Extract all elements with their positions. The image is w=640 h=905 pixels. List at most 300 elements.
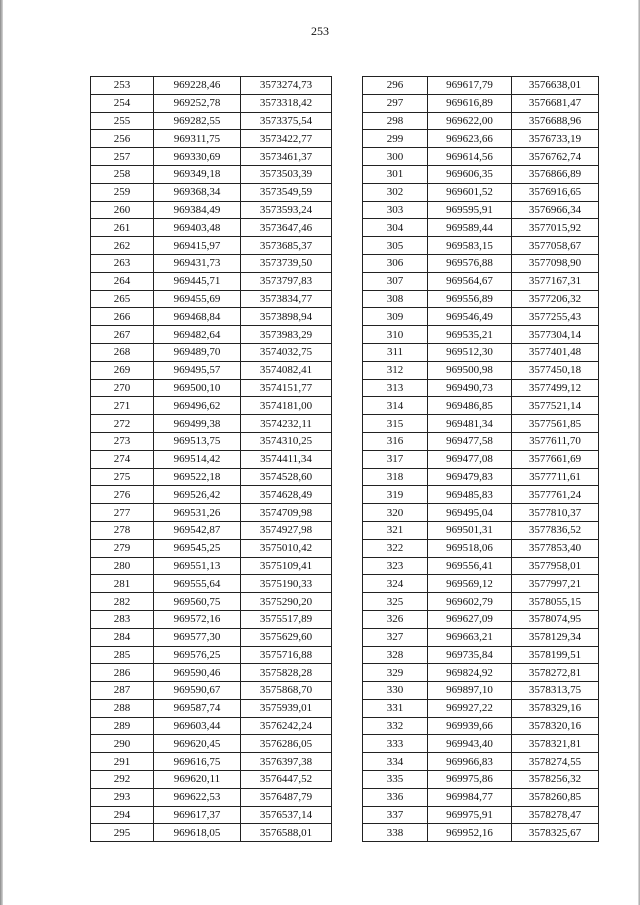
y-coordinate-cell: 3576966,34 bbox=[512, 201, 599, 219]
x-coordinate-cell: 969228,46 bbox=[154, 77, 241, 95]
y-coordinate-cell: 3576286,05 bbox=[241, 735, 332, 753]
x-coordinate-cell: 969577,30 bbox=[154, 628, 241, 646]
table-row bbox=[363, 788, 599, 806]
y-coordinate-cell: 3576242,24 bbox=[241, 717, 332, 735]
point-number-cell: 332 bbox=[363, 717, 428, 735]
table-row bbox=[363, 165, 599, 183]
x-coordinate-cell: 969513,75 bbox=[154, 432, 241, 450]
table-row bbox=[91, 682, 332, 700]
point-number-cell: 287 bbox=[91, 682, 154, 700]
table-row bbox=[363, 77, 599, 95]
table-row bbox=[91, 628, 332, 646]
x-coordinate-cell: 969966,83 bbox=[428, 753, 512, 771]
table-row bbox=[363, 219, 599, 237]
x-coordinate-cell: 969564,67 bbox=[428, 272, 512, 290]
y-coordinate-cell: 3577853,40 bbox=[512, 539, 599, 557]
y-coordinate-cell: 3575517,89 bbox=[241, 610, 332, 628]
point-number-cell: 320 bbox=[363, 504, 428, 522]
table-row bbox=[363, 717, 599, 735]
x-coordinate-cell: 969526,42 bbox=[154, 486, 241, 504]
table-row bbox=[363, 593, 599, 611]
y-coordinate-cell: 3576588,01 bbox=[241, 824, 332, 842]
table-row bbox=[363, 468, 599, 486]
table-row bbox=[91, 664, 332, 682]
y-coordinate-cell: 3573461,37 bbox=[241, 148, 332, 166]
x-coordinate-cell: 969616,89 bbox=[428, 94, 512, 112]
y-coordinate-cell: 3576537,14 bbox=[241, 806, 332, 824]
point-number-cell: 281 bbox=[91, 575, 154, 593]
point-number-cell: 327 bbox=[363, 628, 428, 646]
x-coordinate-cell: 969445,71 bbox=[154, 272, 241, 290]
point-number-cell: 306 bbox=[363, 254, 428, 272]
x-coordinate-cell: 969481,34 bbox=[428, 415, 512, 433]
point-number-cell: 330 bbox=[363, 682, 428, 700]
y-coordinate-cell: 3573549,59 bbox=[241, 183, 332, 201]
table-row bbox=[91, 415, 332, 433]
point-number-cell: 299 bbox=[363, 130, 428, 148]
table-row bbox=[363, 824, 599, 842]
x-coordinate-cell: 969602,79 bbox=[428, 593, 512, 611]
y-coordinate-cell: 3576638,01 bbox=[512, 77, 599, 95]
y-coordinate-cell: 3574082,41 bbox=[241, 361, 332, 379]
point-number-cell: 282 bbox=[91, 593, 154, 611]
point-number-cell: 333 bbox=[363, 735, 428, 753]
x-coordinate-cell: 969499,38 bbox=[154, 415, 241, 433]
x-coordinate-cell: 969943,40 bbox=[428, 735, 512, 753]
point-number-cell: 274 bbox=[91, 450, 154, 468]
point-number-cell: 266 bbox=[91, 308, 154, 326]
table-row bbox=[91, 593, 332, 611]
y-coordinate-cell: 3574181,00 bbox=[241, 397, 332, 415]
x-coordinate-cell: 969576,88 bbox=[428, 254, 512, 272]
x-coordinate-cell: 969824,92 bbox=[428, 664, 512, 682]
point-number-cell: 284 bbox=[91, 628, 154, 646]
y-coordinate-cell: 3577058,67 bbox=[512, 237, 599, 255]
y-coordinate-cell: 3575290,20 bbox=[241, 593, 332, 611]
point-number-cell: 278 bbox=[91, 521, 154, 539]
point-number-cell: 264 bbox=[91, 272, 154, 290]
point-number-cell: 286 bbox=[91, 664, 154, 682]
y-coordinate-cell: 3577958,01 bbox=[512, 557, 599, 575]
table-row bbox=[91, 468, 332, 486]
point-number-cell: 263 bbox=[91, 254, 154, 272]
table-row bbox=[363, 237, 599, 255]
y-coordinate-cell: 3575828,28 bbox=[241, 664, 332, 682]
x-coordinate-cell: 969514,42 bbox=[154, 450, 241, 468]
point-number-cell: 275 bbox=[91, 468, 154, 486]
table-row bbox=[363, 290, 599, 308]
table-row bbox=[363, 379, 599, 397]
table-row bbox=[91, 254, 332, 272]
table-row bbox=[363, 575, 599, 593]
table-row bbox=[363, 415, 599, 433]
table-row bbox=[91, 539, 332, 557]
table-row bbox=[363, 130, 599, 148]
point-number-cell: 303 bbox=[363, 201, 428, 219]
point-number-cell: 267 bbox=[91, 326, 154, 344]
y-coordinate-cell: 3577167,31 bbox=[512, 272, 599, 290]
y-coordinate-cell: 3575109,41 bbox=[241, 557, 332, 575]
x-coordinate-cell: 969535,21 bbox=[428, 326, 512, 344]
point-number-cell: 329 bbox=[363, 664, 428, 682]
y-coordinate-cell: 3577711,61 bbox=[512, 468, 599, 486]
x-coordinate-cell: 969606,35 bbox=[428, 165, 512, 183]
point-number-cell: 331 bbox=[363, 699, 428, 717]
point-number-cell: 270 bbox=[91, 379, 154, 397]
x-coordinate-cell: 969627,09 bbox=[428, 610, 512, 628]
y-coordinate-cell: 3577098,90 bbox=[512, 254, 599, 272]
y-coordinate-cell: 3578256,32 bbox=[512, 771, 599, 789]
table-row bbox=[91, 771, 332, 789]
y-coordinate-cell: 3573503,39 bbox=[241, 165, 332, 183]
y-coordinate-cell: 3573647,46 bbox=[241, 219, 332, 237]
table-row bbox=[363, 682, 599, 700]
x-coordinate-cell: 969590,67 bbox=[154, 682, 241, 700]
table-row bbox=[91, 148, 332, 166]
y-coordinate-cell: 3577997,21 bbox=[512, 575, 599, 593]
point-number-cell: 294 bbox=[91, 806, 154, 824]
x-coordinate-cell: 969556,89 bbox=[428, 290, 512, 308]
x-coordinate-cell: 969485,83 bbox=[428, 486, 512, 504]
point-number-cell: 313 bbox=[363, 379, 428, 397]
y-coordinate-cell: 3575190,33 bbox=[241, 575, 332, 593]
table-row bbox=[91, 450, 332, 468]
y-coordinate-cell: 3575716,88 bbox=[241, 646, 332, 664]
table-row bbox=[363, 94, 599, 112]
point-number-cell: 285 bbox=[91, 646, 154, 664]
table-row bbox=[363, 486, 599, 504]
x-coordinate-cell: 969927,22 bbox=[428, 699, 512, 717]
table-row bbox=[363, 735, 599, 753]
point-number-cell: 319 bbox=[363, 486, 428, 504]
x-coordinate-cell: 969479,83 bbox=[428, 468, 512, 486]
point-number-cell: 295 bbox=[91, 824, 154, 842]
point-number-cell: 296 bbox=[363, 77, 428, 95]
y-coordinate-cell: 3577836,52 bbox=[512, 521, 599, 539]
table-row bbox=[91, 219, 332, 237]
table-row bbox=[91, 130, 332, 148]
x-coordinate-cell: 969477,08 bbox=[428, 450, 512, 468]
y-coordinate-cell: 3574151,77 bbox=[241, 379, 332, 397]
y-coordinate-cell: 3574232,11 bbox=[241, 415, 332, 433]
y-coordinate-cell: 3573274,73 bbox=[241, 77, 332, 95]
x-coordinate-cell: 969522,18 bbox=[154, 468, 241, 486]
table-row bbox=[91, 432, 332, 450]
table-row bbox=[363, 699, 599, 717]
point-number-cell: 334 bbox=[363, 753, 428, 771]
point-number-cell: 259 bbox=[91, 183, 154, 201]
table-row bbox=[91, 575, 332, 593]
x-coordinate-cell: 969663,21 bbox=[428, 628, 512, 646]
y-coordinate-cell: 3574927,98 bbox=[241, 521, 332, 539]
table-row bbox=[363, 343, 599, 361]
x-coordinate-cell: 969583,15 bbox=[428, 237, 512, 255]
x-coordinate-cell: 969620,11 bbox=[154, 771, 241, 789]
x-coordinate-cell: 969569,12 bbox=[428, 575, 512, 593]
x-coordinate-cell: 969620,45 bbox=[154, 735, 241, 753]
x-coordinate-cell: 969572,16 bbox=[154, 610, 241, 628]
y-coordinate-cell: 3573898,94 bbox=[241, 308, 332, 326]
y-coordinate-cell: 3578055,15 bbox=[512, 593, 599, 611]
table-row bbox=[363, 254, 599, 272]
y-coordinate-cell: 3575010,42 bbox=[241, 539, 332, 557]
coordinates-table-left bbox=[90, 76, 332, 842]
y-coordinate-cell: 3574310,25 bbox=[241, 432, 332, 450]
point-number-cell: 304 bbox=[363, 219, 428, 237]
x-coordinate-cell: 969500,10 bbox=[154, 379, 241, 397]
table-row bbox=[91, 237, 332, 255]
point-number-cell: 257 bbox=[91, 148, 154, 166]
table-row bbox=[91, 788, 332, 806]
point-number-cell: 300 bbox=[363, 148, 428, 166]
table-row bbox=[363, 432, 599, 450]
table-row bbox=[363, 664, 599, 682]
point-number-cell: 326 bbox=[363, 610, 428, 628]
point-number-cell: 269 bbox=[91, 361, 154, 379]
table-row bbox=[363, 557, 599, 575]
y-coordinate-cell: 3577304,14 bbox=[512, 326, 599, 344]
table-row bbox=[363, 272, 599, 290]
y-coordinate-cell: 3576447,52 bbox=[241, 771, 332, 789]
x-coordinate-cell: 969587,74 bbox=[154, 699, 241, 717]
x-coordinate-cell: 969477,58 bbox=[428, 432, 512, 450]
x-coordinate-cell: 969349,18 bbox=[154, 165, 241, 183]
point-number-cell: 297 bbox=[363, 94, 428, 112]
x-coordinate-cell: 969897,10 bbox=[428, 682, 512, 700]
table-row bbox=[363, 326, 599, 344]
point-number-cell: 276 bbox=[91, 486, 154, 504]
point-number-cell: 292 bbox=[91, 771, 154, 789]
point-number-cell: 314 bbox=[363, 397, 428, 415]
y-coordinate-cell: 3577521,14 bbox=[512, 397, 599, 415]
x-coordinate-cell: 969403,48 bbox=[154, 219, 241, 237]
y-coordinate-cell: 3573797,83 bbox=[241, 272, 332, 290]
table-row bbox=[91, 717, 332, 735]
y-coordinate-cell: 3578329,16 bbox=[512, 699, 599, 717]
x-coordinate-cell: 969546,49 bbox=[428, 308, 512, 326]
x-coordinate-cell: 969614,56 bbox=[428, 148, 512, 166]
y-coordinate-cell: 3577206,32 bbox=[512, 290, 599, 308]
table-row bbox=[91, 504, 332, 522]
point-number-cell: 301 bbox=[363, 165, 428, 183]
x-coordinate-cell: 969368,34 bbox=[154, 183, 241, 201]
x-coordinate-cell: 969595,91 bbox=[428, 201, 512, 219]
point-number-cell: 312 bbox=[363, 361, 428, 379]
y-coordinate-cell: 3577661,69 bbox=[512, 450, 599, 468]
table-row bbox=[91, 646, 332, 664]
y-coordinate-cell: 3576866,89 bbox=[512, 165, 599, 183]
x-coordinate-cell: 969431,73 bbox=[154, 254, 241, 272]
point-number-cell: 298 bbox=[363, 112, 428, 130]
x-coordinate-cell: 969311,75 bbox=[154, 130, 241, 148]
x-coordinate-cell: 969618,05 bbox=[154, 824, 241, 842]
table-row bbox=[363, 112, 599, 130]
table-row bbox=[363, 201, 599, 219]
y-coordinate-cell: 3577611,70 bbox=[512, 432, 599, 450]
table-row bbox=[363, 771, 599, 789]
y-coordinate-cell: 3577499,12 bbox=[512, 379, 599, 397]
x-coordinate-cell: 969590,46 bbox=[154, 664, 241, 682]
point-number-cell: 279 bbox=[91, 539, 154, 557]
x-coordinate-cell: 969576,25 bbox=[154, 646, 241, 664]
point-number-cell: 308 bbox=[363, 290, 428, 308]
x-coordinate-cell: 969617,79 bbox=[428, 77, 512, 95]
point-number-cell: 291 bbox=[91, 753, 154, 771]
table-row bbox=[91, 610, 332, 628]
point-number-cell: 254 bbox=[91, 94, 154, 112]
x-coordinate-cell: 969555,64 bbox=[154, 575, 241, 593]
table-row bbox=[91, 290, 332, 308]
coordinates-table-right bbox=[362, 76, 599, 842]
x-coordinate-cell: 969252,78 bbox=[154, 94, 241, 112]
point-number-cell: 321 bbox=[363, 521, 428, 539]
point-number-cell: 323 bbox=[363, 557, 428, 575]
point-number-cell: 288 bbox=[91, 699, 154, 717]
x-coordinate-cell: 969495,04 bbox=[428, 504, 512, 522]
table-row bbox=[363, 504, 599, 522]
point-number-cell: 338 bbox=[363, 824, 428, 842]
x-coordinate-cell: 969455,69 bbox=[154, 290, 241, 308]
x-coordinate-cell: 969622,53 bbox=[154, 788, 241, 806]
x-coordinate-cell: 969495,57 bbox=[154, 361, 241, 379]
y-coordinate-cell: 3575939,01 bbox=[241, 699, 332, 717]
table-row bbox=[363, 521, 599, 539]
y-coordinate-cell: 3578272,81 bbox=[512, 664, 599, 682]
x-coordinate-cell: 969518,06 bbox=[428, 539, 512, 557]
table-row bbox=[91, 824, 332, 842]
point-number-cell: 328 bbox=[363, 646, 428, 664]
point-number-cell: 273 bbox=[91, 432, 154, 450]
point-number-cell: 317 bbox=[363, 450, 428, 468]
table-row bbox=[91, 183, 332, 201]
y-coordinate-cell: 3573422,77 bbox=[241, 130, 332, 148]
point-number-cell: 260 bbox=[91, 201, 154, 219]
x-coordinate-cell: 969531,26 bbox=[154, 504, 241, 522]
table-row bbox=[91, 308, 332, 326]
point-number-cell: 293 bbox=[91, 788, 154, 806]
x-coordinate-cell: 969282,55 bbox=[154, 112, 241, 130]
table-row bbox=[363, 308, 599, 326]
table-row bbox=[91, 112, 332, 130]
x-coordinate-cell: 969482,64 bbox=[154, 326, 241, 344]
table-row bbox=[363, 361, 599, 379]
table-row bbox=[91, 521, 332, 539]
x-coordinate-cell: 969551,13 bbox=[154, 557, 241, 575]
table-row bbox=[363, 610, 599, 628]
y-coordinate-cell: 3577015,92 bbox=[512, 219, 599, 237]
y-coordinate-cell: 3578321,81 bbox=[512, 735, 599, 753]
point-number-cell: 271 bbox=[91, 397, 154, 415]
table-row bbox=[363, 628, 599, 646]
y-coordinate-cell: 3578274,55 bbox=[512, 753, 599, 771]
point-number-cell: 262 bbox=[91, 237, 154, 255]
point-number-cell: 315 bbox=[363, 415, 428, 433]
y-coordinate-cell: 3577761,24 bbox=[512, 486, 599, 504]
table-row bbox=[363, 539, 599, 557]
y-coordinate-cell: 3578313,75 bbox=[512, 682, 599, 700]
table-row bbox=[91, 326, 332, 344]
x-coordinate-cell: 969735,84 bbox=[428, 646, 512, 664]
page-number: 253 bbox=[311, 24, 329, 38]
x-coordinate-cell: 969616,75 bbox=[154, 753, 241, 771]
point-number-cell: 283 bbox=[91, 610, 154, 628]
point-number-cell: 311 bbox=[363, 343, 428, 361]
y-coordinate-cell: 3577810,37 bbox=[512, 504, 599, 522]
table-row bbox=[91, 343, 332, 361]
point-number-cell: 258 bbox=[91, 165, 154, 183]
y-coordinate-cell: 3578260,85 bbox=[512, 788, 599, 806]
table-row bbox=[91, 699, 332, 717]
x-coordinate-cell: 969623,66 bbox=[428, 130, 512, 148]
table-row bbox=[91, 397, 332, 415]
table-row bbox=[91, 735, 332, 753]
point-number-cell: 335 bbox=[363, 771, 428, 789]
x-coordinate-cell: 969500,98 bbox=[428, 361, 512, 379]
point-number-cell: 305 bbox=[363, 237, 428, 255]
point-number-cell: 261 bbox=[91, 219, 154, 237]
y-coordinate-cell: 3577401,48 bbox=[512, 343, 599, 361]
y-coordinate-cell: 3578074,95 bbox=[512, 610, 599, 628]
point-number-cell: 318 bbox=[363, 468, 428, 486]
x-coordinate-cell: 969486,85 bbox=[428, 397, 512, 415]
y-coordinate-cell: 3578199,51 bbox=[512, 646, 599, 664]
y-coordinate-cell: 3576733,19 bbox=[512, 130, 599, 148]
x-coordinate-cell: 969330,69 bbox=[154, 148, 241, 166]
table-row bbox=[91, 272, 332, 290]
y-coordinate-cell: 3573375,54 bbox=[241, 112, 332, 130]
x-coordinate-cell: 969415,97 bbox=[154, 237, 241, 255]
y-coordinate-cell: 3576916,65 bbox=[512, 183, 599, 201]
x-coordinate-cell: 969490,73 bbox=[428, 379, 512, 397]
y-coordinate-cell: 3576762,74 bbox=[512, 148, 599, 166]
y-coordinate-cell: 3574032,75 bbox=[241, 343, 332, 361]
table-row bbox=[363, 183, 599, 201]
y-coordinate-cell: 3576688,96 bbox=[512, 112, 599, 130]
x-coordinate-cell: 969512,30 bbox=[428, 343, 512, 361]
y-coordinate-cell: 3574709,98 bbox=[241, 504, 332, 522]
x-coordinate-cell: 969384,49 bbox=[154, 201, 241, 219]
y-coordinate-cell: 3576397,38 bbox=[241, 753, 332, 771]
x-coordinate-cell: 969560,75 bbox=[154, 593, 241, 611]
x-coordinate-cell: 969542,87 bbox=[154, 521, 241, 539]
x-coordinate-cell: 969939,66 bbox=[428, 717, 512, 735]
y-coordinate-cell: 3578320,16 bbox=[512, 717, 599, 735]
y-coordinate-cell: 3576681,47 bbox=[512, 94, 599, 112]
y-coordinate-cell: 3574628,49 bbox=[241, 486, 332, 504]
table-row bbox=[363, 450, 599, 468]
y-coordinate-cell: 3573834,77 bbox=[241, 290, 332, 308]
x-coordinate-cell: 969501,31 bbox=[428, 521, 512, 539]
y-coordinate-cell: 3578278,47 bbox=[512, 806, 599, 824]
table-row bbox=[91, 361, 332, 379]
point-number-cell: 290 bbox=[91, 735, 154, 753]
point-number-cell: 316 bbox=[363, 432, 428, 450]
table-row bbox=[363, 646, 599, 664]
point-number-cell: 253 bbox=[91, 77, 154, 95]
table-row bbox=[91, 753, 332, 771]
y-coordinate-cell: 3574528,60 bbox=[241, 468, 332, 486]
y-coordinate-cell: 3578325,67 bbox=[512, 824, 599, 842]
x-coordinate-cell: 969603,44 bbox=[154, 717, 241, 735]
table-row bbox=[91, 94, 332, 112]
point-number-cell: 289 bbox=[91, 717, 154, 735]
point-number-cell: 268 bbox=[91, 343, 154, 361]
x-coordinate-cell: 969975,86 bbox=[428, 771, 512, 789]
table-row bbox=[91, 806, 332, 824]
y-coordinate-cell: 3574411,34 bbox=[241, 450, 332, 468]
table-row bbox=[363, 397, 599, 415]
point-number-cell: 255 bbox=[91, 112, 154, 130]
